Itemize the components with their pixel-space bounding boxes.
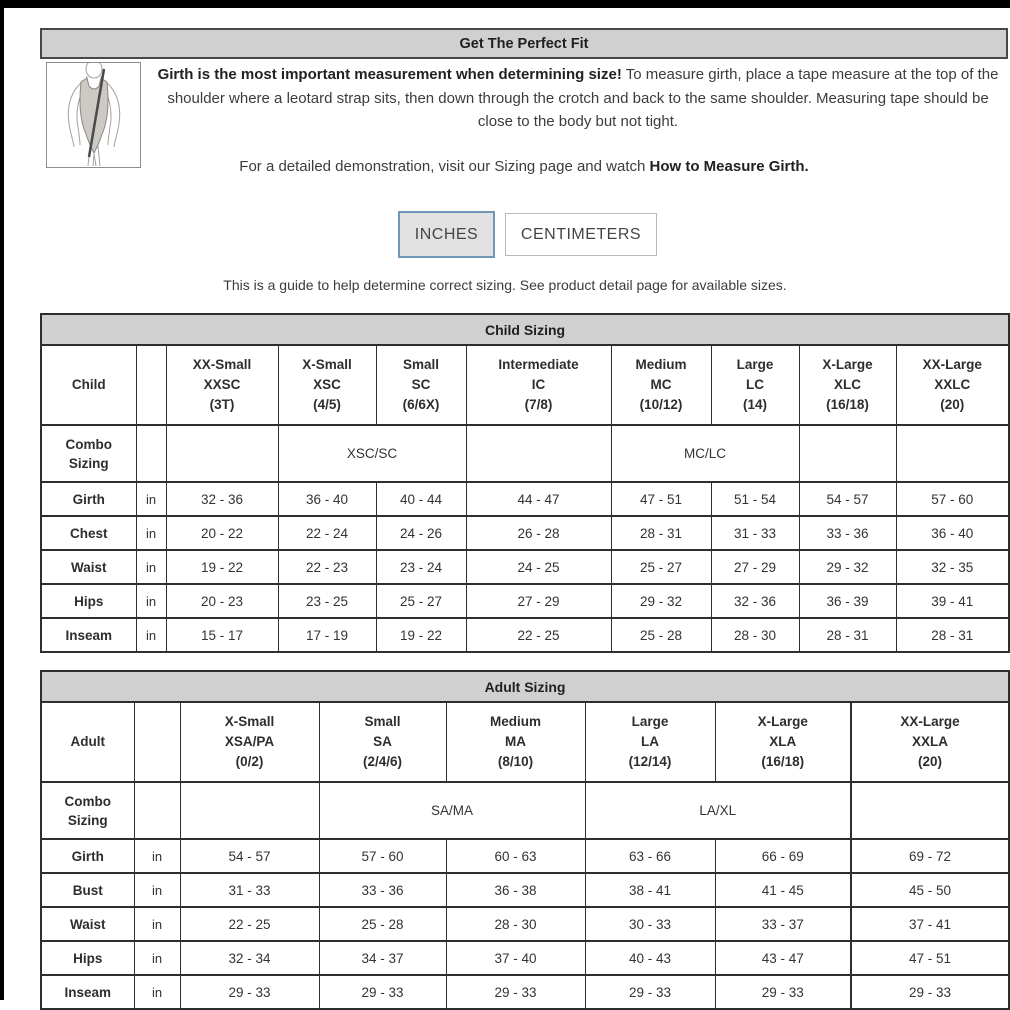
size-column-header: [376, 345, 466, 425]
combo-sizing-label-text: Combo Sizing: [65, 436, 112, 471]
size-value-cell: 17 - 19: [278, 618, 376, 652]
screenshot-top-border: [0, 0, 1010, 8]
size-value-cell: 32 - 34: [180, 941, 319, 975]
combo-empty-cell: [166, 425, 278, 482]
size-column-header: [896, 345, 1009, 425]
size-name: XX-Large: [922, 357, 982, 372]
size-value-cell: 44 - 47: [466, 482, 611, 516]
size-column-header: [851, 702, 1009, 782]
size-range: (16/18): [761, 754, 805, 769]
size-value-cell: 25 - 28: [319, 907, 446, 941]
size-value-cell: 19 - 22: [166, 550, 278, 584]
size-name: Large: [736, 357, 774, 372]
size-value-cell: 57 - 60: [319, 839, 446, 873]
unit-cell: in: [134, 975, 180, 1009]
unit-cell: in: [134, 873, 180, 907]
combo-value-cell: MC/LC: [611, 425, 799, 482]
child-table-title-row: [41, 314, 1009, 345]
size-value-cell: 23 - 25: [278, 584, 376, 618]
size-value-cell: 29 - 33: [180, 975, 319, 1009]
size-range: (4/5): [313, 397, 341, 412]
size-code: XSA/PA: [224, 734, 275, 749]
size-name: Small: [402, 357, 440, 372]
size-code: LC: [746, 377, 764, 392]
size-name: X-Large: [822, 357, 873, 372]
size-name: Small: [364, 714, 401, 729]
size-column-header: [166, 345, 278, 425]
size-name: X-Large: [757, 714, 808, 729]
size-code: XLC: [834, 377, 861, 392]
girth-intro-bold: Girth is the most important measurement when determining size!: [157, 66, 622, 83]
size-value-cell: 22 - 24: [278, 516, 376, 550]
demo-instruction-line: [40, 158, 1008, 175]
size-range: (3T): [209, 397, 235, 412]
girth-intro-paragraph: [150, 63, 1006, 134]
size-value-cell: 27 - 29: [711, 550, 799, 584]
size-value-cell: 37 - 41: [851, 907, 1009, 941]
page-title: [40, 28, 1008, 59]
size-value-cell: 29 - 33: [446, 975, 585, 1009]
size-range: (2/4/6): [362, 754, 403, 769]
size-code: XXSC: [203, 377, 241, 392]
centimeters-button[interactable]: [505, 213, 657, 256]
size-value-cell: 63 - 66: [585, 839, 715, 873]
screenshot-left-border: [0, 0, 4, 1000]
size-code: MA: [505, 734, 526, 749]
size-value-cell: 40 - 43: [585, 941, 715, 975]
size-value-cell: 66 - 69: [715, 839, 851, 873]
child-combo-row: [41, 425, 1009, 482]
measurement-label: Waist: [41, 907, 134, 941]
unit-cell: in: [134, 941, 180, 975]
size-range: (6/6X): [402, 397, 440, 412]
combo-value-cell: XSC/SC: [278, 425, 466, 482]
size-value-cell: 40 - 44: [376, 482, 466, 516]
combo-empty-cell: [466, 425, 611, 482]
size-value-cell: 36 - 40: [278, 482, 376, 516]
size-value-cell: 47 - 51: [851, 941, 1009, 975]
size-value-cell: 26 - 28: [466, 516, 611, 550]
demo-prefix: For a detailed demonstration, visit our Sizing page and watch: [239, 158, 650, 175]
child-hips-row: [41, 584, 1009, 618]
combo-empty-cell: [851, 782, 1009, 839]
size-name: Large: [631, 714, 669, 729]
combo-sizing-label: [41, 782, 134, 839]
size-value-cell: 31 - 33: [180, 873, 319, 907]
size-value-cell: 47 - 51: [611, 482, 711, 516]
size-value-cell: 28 - 31: [896, 618, 1009, 652]
measurement-label: Hips: [41, 941, 134, 975]
measurement-label: Girth: [41, 482, 136, 516]
size-value-cell: 29 - 32: [611, 584, 711, 618]
size-value-cell: 39 - 41: [896, 584, 1009, 618]
unit-cell: in: [136, 516, 166, 550]
size-code: IC: [531, 377, 546, 392]
child-chest-row: [41, 516, 1009, 550]
size-value-cell: 31 - 33: [711, 516, 799, 550]
child-waist-row: [41, 550, 1009, 584]
measurement-label: Bust: [41, 873, 134, 907]
combo-empty-cell: [180, 782, 319, 839]
size-value-cell: 32 - 35: [896, 550, 1009, 584]
size-code: XSC: [313, 377, 341, 392]
child-table-corner-label: Child: [41, 345, 136, 425]
combo-sizing-label-text: Combo Sizing: [64, 793, 111, 828]
size-code: MC: [650, 377, 672, 392]
child-table-header-row: [41, 345, 1009, 425]
size-code: LA: [641, 734, 659, 749]
size-value-cell: 69 - 72: [851, 839, 1009, 873]
adult-table-title: Adult Sizing: [41, 671, 1009, 702]
size-value-cell: 25 - 27: [611, 550, 711, 584]
combo-empty-cell: [896, 425, 1009, 482]
size-code: XXLA: [912, 734, 949, 749]
adult-table-header-row: [41, 702, 1009, 782]
size-column-header: [585, 702, 715, 782]
unit-cell: in: [136, 550, 166, 584]
girth-intro-rest: To measure girth, place a tape measure at the top of the shoulder where a leotard strap sits, then down through the crotch and back to the same shoulder. Measuring tape should be close to the body but not tight.: [167, 66, 999, 130]
size-value-cell: 22 - 25: [466, 618, 611, 652]
size-name: X-Small: [224, 714, 275, 729]
adult-inseam-row: [41, 975, 1009, 1009]
size-value-cell: 28 - 31: [799, 618, 896, 652]
adult-table-title-row: [41, 671, 1009, 702]
size-value-cell: 33 - 37: [715, 907, 851, 941]
size-value-cell: 57 - 60: [896, 482, 1009, 516]
size-value-cell: 20 - 23: [166, 584, 278, 618]
measurement-label: Inseam: [41, 618, 136, 652]
size-column-header: [466, 345, 611, 425]
size-value-cell: 38 - 41: [585, 873, 715, 907]
size-value-cell: 33 - 36: [319, 873, 446, 907]
size-value-cell: 41 - 45: [715, 873, 851, 907]
size-range: (20): [940, 397, 965, 412]
size-code: XLA: [769, 734, 797, 749]
combo-empty-cell: [799, 425, 896, 482]
size-value-cell: 29 - 33: [585, 975, 715, 1009]
size-value-cell: 22 - 23: [278, 550, 376, 584]
centimeters-button-label: CENTIMETERS: [520, 225, 642, 243]
size-value-cell: 36 - 40: [896, 516, 1009, 550]
measurement-label: Girth: [41, 839, 134, 873]
inches-button[interactable]: [398, 211, 495, 258]
size-name: Intermediate: [498, 357, 579, 372]
measurement-label: Waist: [41, 550, 136, 584]
size-range: (10/12): [639, 397, 683, 412]
size-column-header: [278, 345, 376, 425]
adult-waist-row: [41, 907, 1009, 941]
unit-cell: in: [136, 584, 166, 618]
adult-table-corner-label: Adult: [41, 702, 134, 782]
size-value-cell: 34 - 37: [319, 941, 446, 975]
girth-measurement-illustration: [46, 62, 141, 168]
size-value-cell: 29 - 33: [715, 975, 851, 1009]
size-range: (7/8): [524, 397, 553, 412]
size-column-header: [611, 345, 711, 425]
size-range: (12/14): [628, 754, 672, 769]
size-range: (8/10): [497, 754, 534, 769]
size-value-cell: 28 - 30: [446, 907, 585, 941]
page-title-text: Get The Perfect Fit: [459, 35, 589, 52]
size-name: XX-Large: [900, 714, 960, 729]
size-value-cell: 60 - 63: [446, 839, 585, 873]
size-code: SA: [373, 734, 392, 749]
size-value-cell: 25 - 27: [376, 584, 466, 618]
child-girth-row: [41, 482, 1009, 516]
adult-girth-row: [41, 839, 1009, 873]
size-name: X-Small: [302, 357, 352, 372]
measurement-label: Chest: [41, 516, 136, 550]
size-value-cell: 28 - 31: [611, 516, 711, 550]
size-column-header: [319, 702, 446, 782]
size-value-cell: 19 - 22: [376, 618, 466, 652]
child-table-title: Child Sizing: [41, 314, 1009, 345]
size-value-cell: 22 - 25: [180, 907, 319, 941]
unit-header-cell: [134, 702, 180, 782]
size-value-cell: 25 - 28: [611, 618, 711, 652]
size-value-cell: 54 - 57: [180, 839, 319, 873]
size-value-cell: 37 - 40: [446, 941, 585, 975]
size-value-cell: 43 - 47: [715, 941, 851, 975]
size-value-cell: 51 - 54: [711, 482, 799, 516]
child-sizing-table: [40, 313, 1010, 653]
size-column-header: [711, 345, 799, 425]
combo-value-cell: LA/XL: [585, 782, 851, 839]
adult-hips-row: [41, 941, 1009, 975]
size-value-cell: 29 - 33: [319, 975, 446, 1009]
combo-value-cell: SA/MA: [319, 782, 585, 839]
unit-cell: [136, 425, 166, 482]
size-value-cell: 32 - 36: [711, 584, 799, 618]
size-name: XX-Small: [192, 357, 252, 372]
size-range: (14): [742, 397, 767, 412]
size-column-header: [446, 702, 585, 782]
size-code: XXLC: [934, 377, 971, 392]
adult-combo-row: [41, 782, 1009, 839]
size-value-cell: 24 - 25: [466, 550, 611, 584]
size-value-cell: 15 - 17: [166, 618, 278, 652]
inches-button-label: INCHES: [414, 225, 479, 243]
unit-cell: [134, 782, 180, 839]
size-value-cell: 27 - 29: [466, 584, 611, 618]
size-value-cell: 32 - 36: [166, 482, 278, 516]
size-column-header: [715, 702, 851, 782]
size-value-cell: 36 - 38: [446, 873, 585, 907]
size-value-cell: 24 - 26: [376, 516, 466, 550]
size-name: Medium: [489, 714, 541, 729]
adult-sizing-table: [40, 670, 1010, 1010]
size-value-cell: 45 - 50: [851, 873, 1009, 907]
size-value-cell: 29 - 33: [851, 975, 1009, 1009]
measurement-label: Hips: [41, 584, 136, 618]
size-column-header: [180, 702, 319, 782]
unit-cell: in: [134, 839, 180, 873]
size-value-cell: 33 - 36: [799, 516, 896, 550]
size-name: Medium: [635, 357, 687, 372]
measurement-label: Inseam: [41, 975, 134, 1009]
size-value-cell: 54 - 57: [799, 482, 896, 516]
unit-cell: in: [134, 907, 180, 941]
adult-bust-row: [41, 873, 1009, 907]
child-inseam-row: [41, 618, 1009, 652]
size-range: (0/2): [235, 754, 264, 769]
leotard-figure-icon: [47, 63, 140, 167]
size-value-cell: 23 - 24: [376, 550, 466, 584]
unit-cell: in: [136, 618, 166, 652]
size-column-header: [799, 345, 896, 425]
sizing-guide-note: This is a guide to help determine correct sizing. See product detail page for available sizes.: [223, 277, 787, 293]
unit-header-cell: [136, 345, 166, 425]
size-value-cell: 29 - 32: [799, 550, 896, 584]
size-value-cell: 20 - 22: [166, 516, 278, 550]
size-value-cell: 36 - 39: [799, 584, 896, 618]
size-value-cell: 30 - 33: [585, 907, 715, 941]
size-value-cell: 28 - 30: [711, 618, 799, 652]
demo-bold: How to Measure Girth.: [649, 158, 809, 175]
unit-cell: in: [136, 482, 166, 516]
size-range: (16/18): [826, 397, 869, 412]
combo-sizing-label: [41, 425, 136, 482]
size-range: (20): [918, 754, 943, 769]
size-code: SC: [411, 377, 431, 392]
